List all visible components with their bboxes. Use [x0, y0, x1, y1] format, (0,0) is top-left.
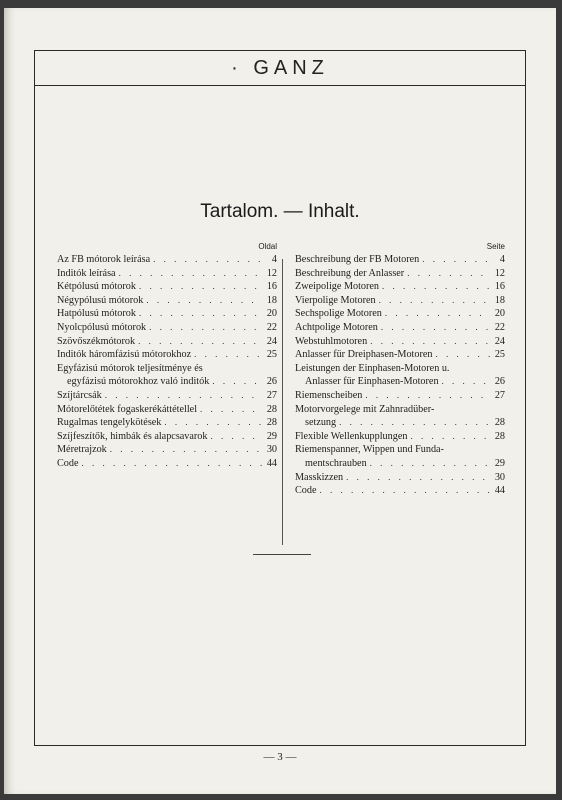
toc-entry	[295, 471, 505, 485]
toc-entry-page: 25	[266, 349, 277, 361]
toc-entry	[57, 375, 277, 389]
toc-entry-page: 44	[266, 457, 277, 469]
toc-entry-page: 29	[266, 430, 277, 442]
toc-entry-page: 27	[266, 389, 277, 401]
document-page	[4, 8, 556, 794]
dot-leader	[365, 389, 490, 403]
toc-entry	[295, 253, 505, 267]
toc-entry	[295, 389, 505, 403]
separator-line	[253, 554, 311, 555]
toc-entry	[295, 403, 505, 417]
dot-leader	[346, 471, 490, 485]
toc-entry-page: 22	[266, 321, 277, 333]
toc-entry-label: Riemenspanner, Wippen und Funda-	[295, 444, 444, 456]
toc-entry-label: Rugalmas tengelykötések	[57, 417, 162, 429]
dot-leader	[105, 389, 262, 403]
dot-leader	[146, 294, 262, 308]
toc-entry-label: Egyfázisú mótorok teljesítménye és	[57, 362, 203, 374]
toc-entry-label: Masskizzen	[295, 471, 344, 483]
toc-entry-page: 26	[494, 376, 505, 388]
toc-entry-label: Szövőszékmótorok	[57, 335, 136, 347]
toc-entry-page: 18	[266, 294, 277, 306]
toc-entry	[295, 294, 505, 308]
dot-leader	[382, 280, 490, 294]
column-divider	[282, 259, 283, 545]
toc-entry-label: Mótorelőtétek fogaskerékáttétellel	[57, 403, 198, 415]
toc-entry	[57, 335, 277, 349]
toc-entry-label: Code	[57, 457, 79, 469]
toc-entry-label: mentschrauben	[305, 457, 367, 469]
toc-entry-label: setzung	[305, 417, 337, 429]
toc-entry-page: 22	[494, 321, 505, 333]
toc-entry-label: Beschreibung der Anlasser	[295, 267, 405, 279]
dot-leader	[320, 484, 490, 498]
toc-entry-label: Riemenscheiben	[295, 389, 363, 401]
toc-entry-page: 30	[266, 444, 277, 456]
toc-entry-label: Leistungen der Einphasen-Motoren u.	[295, 362, 450, 374]
toc-entry	[295, 484, 505, 498]
dot-leader	[119, 267, 262, 281]
toc-entry-page: 28	[266, 417, 277, 429]
toc-entry	[57, 416, 277, 430]
toc-entry-page: 4	[499, 254, 505, 265]
toc-entry-label: Code	[295, 485, 317, 497]
dot-leader	[370, 457, 490, 471]
dot-leader	[211, 430, 263, 444]
toc-entry	[295, 457, 505, 471]
toc-entry	[57, 403, 277, 417]
dot-leader	[370, 335, 490, 349]
toc-entry-label: Vierpolige Motoren	[295, 294, 376, 306]
toc-entry	[57, 253, 277, 267]
column-heading-oldal: Oldal	[258, 242, 277, 251]
toc-entry-page: 29	[494, 457, 505, 469]
page-frame	[34, 50, 526, 746]
toc-entry-page: 27	[494, 389, 505, 401]
dot-leader	[379, 294, 490, 308]
toc-entry	[295, 348, 505, 362]
toc-entry-page: 12	[494, 267, 505, 279]
toc-entry-label: Flexible Wellenkupplungen	[295, 430, 408, 442]
toc-entry-page: 16	[266, 281, 277, 293]
dot-leader	[212, 375, 262, 389]
toc-entry-label: Méretrajzok	[57, 444, 107, 456]
toc-entry-page: 44	[494, 485, 505, 497]
toc-entry-label: Nyolcpólusú mótorok	[57, 321, 147, 333]
toc-entry	[295, 362, 505, 376]
toc-entry	[57, 443, 277, 457]
dot-leader	[139, 307, 262, 321]
toc-entry-page: 24	[266, 335, 277, 347]
toc-entry-page: 12	[266, 267, 277, 279]
toc-entry	[295, 267, 505, 281]
toc-entry-label: Anlasser für Dreiphasen-Motoren	[295, 349, 433, 361]
dot-leader	[422, 253, 490, 267]
toc-entry-page: 4	[271, 254, 277, 265]
dot-leader	[194, 348, 262, 362]
toc-entry-label: Beschreibung der FB Motoren	[295, 254, 420, 265]
toc-entry	[57, 267, 277, 281]
brand-header: · GANZ	[35, 51, 525, 86]
dot-leader	[339, 416, 490, 430]
toc-entry	[295, 280, 505, 294]
dot-leader	[164, 416, 262, 430]
toc-entry-page: 25	[494, 349, 505, 361]
toc-entry	[57, 348, 277, 362]
toc-entry-label: Motorvorgelege mit Zahnradüber-	[295, 403, 435, 415]
toc-entry-page: 18	[494, 294, 505, 306]
toc-entry	[295, 443, 505, 457]
dot-leader	[407, 267, 490, 281]
dot-leader	[442, 375, 490, 389]
toc-entry-label: Kétpólusú mótorok	[57, 281, 136, 293]
toc-entry-page: 28	[266, 403, 277, 415]
toc-entry-page: 30	[494, 471, 505, 483]
toc-entry-page: 28	[494, 430, 505, 442]
toc-entry-label: Zweipolige Motoren	[295, 281, 380, 293]
toc-entry	[57, 321, 277, 335]
toc-entry-label: Négypólusú mótorok	[57, 294, 144, 306]
toc-entry	[57, 307, 277, 321]
dot-leader	[110, 443, 262, 457]
toc-entry	[57, 280, 277, 294]
toc-entry	[295, 321, 505, 335]
toc-entry-page: 20	[266, 308, 277, 320]
toc-entry	[295, 307, 505, 321]
toc-entry-label: Hatpólusú mótorok	[57, 308, 136, 320]
page-number: — 3 —	[263, 751, 297, 763]
toc-entry-page: 24	[494, 335, 505, 347]
page-title: Tartalom. — Inhalt.	[200, 201, 360, 222]
toc-hungarian	[57, 241, 277, 471]
toc-entry	[57, 457, 277, 471]
dot-leader	[82, 457, 262, 471]
toc-entry-label: Szíjfeszítők, himbák és alapcsavarok	[57, 430, 208, 442]
toc-entry-label: Inditók háromfázisú mótorokhoz	[57, 349, 192, 361]
dot-leader	[436, 348, 491, 362]
dot-leader	[149, 321, 262, 335]
toc-entry-label: Webstuhlmotoren	[295, 335, 368, 347]
toc-entry	[295, 416, 505, 430]
toc-entry-label: egyfázisú mótorokhoz való inditók	[67, 376, 210, 388]
toc-entry	[295, 430, 505, 444]
toc-entry-label: Sechspolige Motoren	[295, 308, 382, 320]
dot-leader	[153, 253, 262, 267]
toc-entry-page: 26	[266, 376, 277, 388]
toc-entry-label: Az FB mótorok leírása	[57, 254, 151, 265]
toc-entry	[57, 294, 277, 308]
dot-leader	[139, 280, 262, 294]
dot-leader	[381, 321, 490, 335]
toc-entry	[295, 335, 505, 349]
toc-entry	[57, 430, 277, 444]
toc-entry	[57, 389, 277, 403]
toc-entry-label: Inditók leírása	[57, 267, 116, 279]
dot-leader	[410, 430, 490, 444]
toc-entry-page: 20	[494, 308, 505, 320]
dot-leader	[385, 307, 490, 321]
toc-entry-label: Anlasser für Einphasen-Motoren	[305, 376, 439, 388]
toc-entry	[295, 375, 505, 389]
toc-german	[295, 241, 505, 498]
toc-entry-label: Achtpolige Motoren	[295, 321, 378, 333]
toc-entry-label: Szíjtárcsák	[57, 389, 102, 401]
toc-entry-page: 28	[494, 417, 505, 429]
column-heading-seite: Seite	[486, 242, 505, 251]
dot-leader	[200, 403, 262, 417]
toc-entry-page: 16	[494, 281, 505, 293]
toc-entry	[57, 362, 277, 376]
dot-leader	[138, 335, 262, 349]
